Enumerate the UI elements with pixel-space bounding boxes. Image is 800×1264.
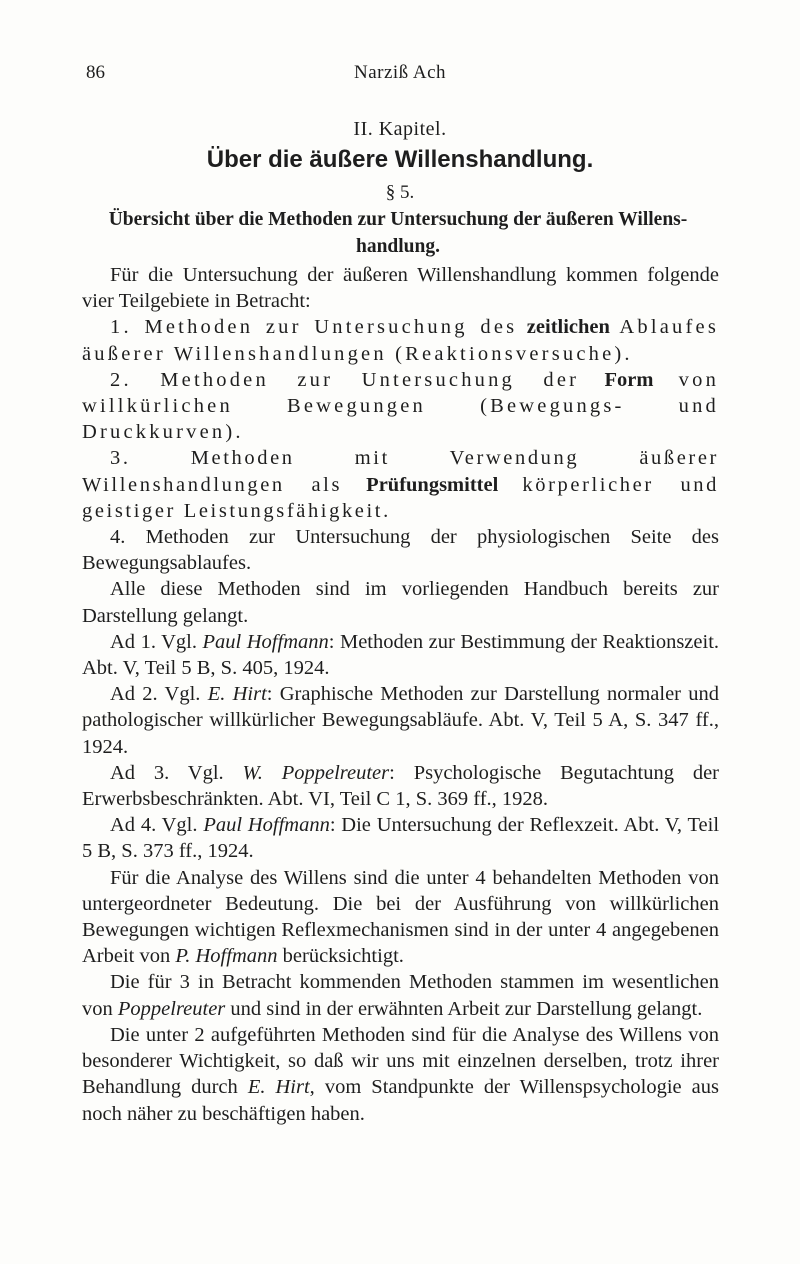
author-name: W. Poppelreuter bbox=[242, 761, 390, 784]
list-item-1: 1. Methoden zur Untersuchung des zeitlichen Ablaufes äußerer Willenshandlungen (Reaktionsversuche). bbox=[82, 316, 720, 365]
section-title: Übersicht über die Methoden zur Untersuchung der äußeren Willens-handlung. bbox=[108, 209, 688, 257]
author-name: Paul Hoffmann bbox=[202, 630, 329, 653]
running-title: Narziß Ach bbox=[353, 62, 447, 83]
section-number: § 5. bbox=[385, 182, 415, 203]
list-item-3: 3. Methoden mit Verwendung äußerer Willenshandlungen als Prüfungsmittel körperlicher und geistiger Leistungsfähigkeit. bbox=[82, 447, 720, 522]
chapter-title: Über die äußere Willenshandlung. bbox=[206, 146, 594, 173]
reference-ad-4: Ad 4. Vgl. Paul Hoffmann: Die Untersuchung der Reflexzeit. Abt. V, Teil 5 B, S. 373 ff., 1924. bbox=[82, 814, 720, 863]
paragraph-intro: Für die Untersuchung der äußeren Willenshandlung kommen folgende vier Teilgebiete in Betracht: bbox=[82, 264, 719, 313]
list-item-2: 2. Methoden zur Untersuchung der Form von willkürlichen Bewegungen (Bewegungs- und Druckkurven). bbox=[82, 368, 720, 444]
reference-ad-2: Ad 2. Vgl. E. Hirt: Graphische Methoden zur Darstellung normaler und pathologischer willkürlicher Bewegungsabläufe. Abt. V, Teil 5 A, S. 347 ff., 1924. bbox=[82, 683, 719, 758]
paragraph-methods-3: Die für 3 in Betracht kommenden Methoden stammen im wesentlichen von Poppelreuter und sind in der erwähnten Arbeit zur Darstellung gelangt. bbox=[82, 971, 719, 1020]
author-name: P. Hoffmann bbox=[175, 945, 278, 968]
page-number: 86 bbox=[86, 62, 105, 83]
paragraph-methods-2: Die unter 2 aufgeführten Methoden sind für die Analyse des Willens von besonderer Wichtigkeit, so daß wir uns mit einzelnen derselben, trotz ihrer Behandlung durch E. Hirt, vom Standpunkte der Willenspsychologie aus noch näher zu beschäftigen haben. bbox=[82, 1023, 720, 1125]
author-name: Paul Hoffmann bbox=[203, 814, 330, 837]
paragraph-analysis: Für die Analyse des Willens sind die unter 4 behandelten Methoden von untergeordneter Bedeutung. Die bei der Ausführung von willkürlichen Bewegungen wichtigen Reflexmechanismen sind in der unter 4 angegebenen Arbeit von P. Hoffmann berücksichtigt. bbox=[82, 866, 719, 968]
reference-ad-1: Ad 1. Vgl. Paul Hoffmann: Methoden zur Bestimmung der Reaktionszeit. Abt. V, Teil 5 B, S. 405, 1924. bbox=[82, 630, 720, 680]
body-text bbox=[82, 262, 719, 1127]
author-name: E. Hirt bbox=[207, 683, 267, 706]
paragraph-all-methods: Alle diese Methoden sind im vorliegenden Handbuch bereits zur Darstellung gelangt. bbox=[82, 578, 719, 627]
author-name: E. Hirt bbox=[247, 1076, 310, 1099]
reference-ad-3: Ad 3. Vgl. W. Poppelreuter: Psychologische Begutachtung der Erwerbsbeschränkten. Abt. VI, Teil C 1, S. 369 ff., 1928. bbox=[82, 761, 720, 811]
chapter-number: II. Kapitel. bbox=[353, 118, 447, 140]
list-item-4: 4. Methoden zur Untersuchung der physiologischen Seite des Bewegungsablaufes. bbox=[82, 526, 719, 575]
author-name: Poppelreuter bbox=[117, 997, 226, 1020]
